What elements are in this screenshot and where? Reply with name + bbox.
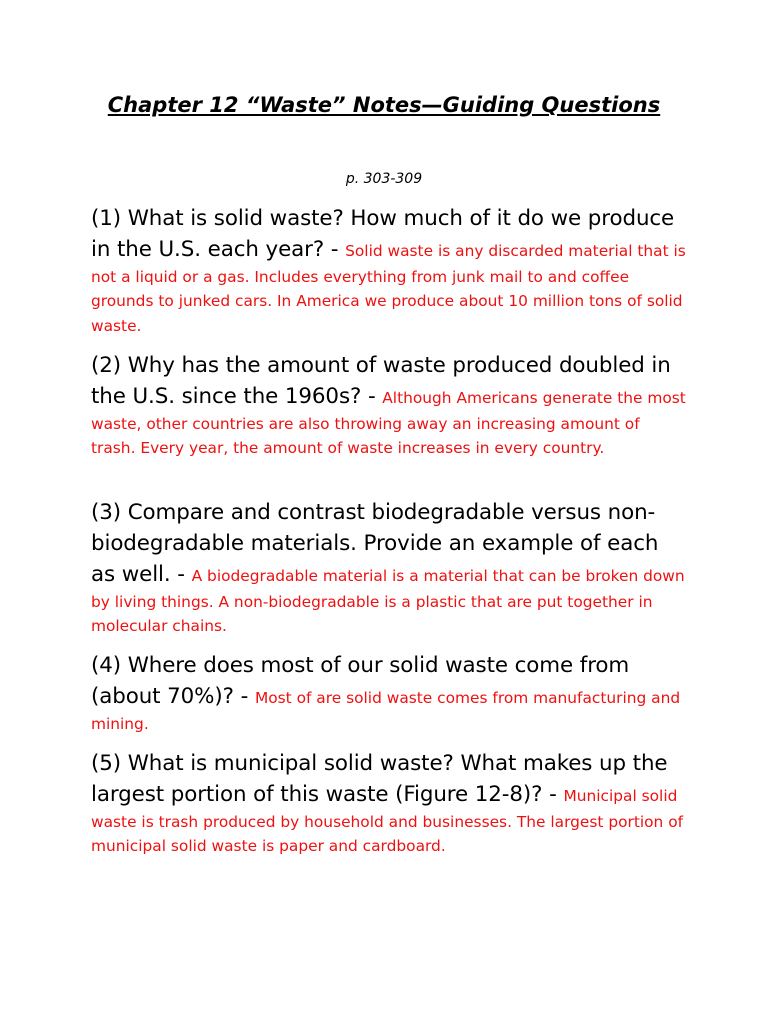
question-item-2	[91, 350, 686, 461]
question-4-text: (4) Where does most of our solid waste come from (about 70%)? -	[91, 653, 630, 709]
question-3-text: (3) Compare and contrast biodegradable versus non-biodegradable materials. Provide an example of each as well. -	[91, 500, 659, 587]
question-1-text: (1) What is solid waste? How much of it do we produce in the U.S. each year? -	[91, 206, 675, 262]
question-item-5	[91, 748, 686, 859]
answer-1-text: Solid waste is any discarded material that is not a liquid or a gas. Includes everything from junk mail to and coffee grounds to junked cars. In America we produce about 10 million tons of solid waste.	[91, 242, 686, 335]
question-5-text: (5) What is municipal solid waste? What makes up the largest portion of this waste (Figure 12-8)? -	[91, 751, 668, 807]
answer-3-text: A biodegradable material is a material that can be broken down by living things. A non-biodegradable is a plastic that are put together in molecular chains.	[91, 567, 685, 636]
answer-5-text: Municipal solid waste is trash produced by household and businesses. The largest portion of municipal solid waste is paper and cardboard.	[91, 787, 684, 856]
question-2-text: (2) Why has the amount of waste produced doubled in the U.S. since the 1960s? -	[91, 353, 671, 409]
page-reference: p. 303-309	[345, 171, 423, 187]
question-item-1	[91, 203, 686, 338]
document-title: Chapter 12 “Waste” Notes—Guiding Questions	[107, 93, 661, 117]
question-item-4	[91, 650, 686, 736]
answer-2-text: Although Americans generate the most waste, other countries are also throwing away an increasing amount of trash. Every year, the amount of waste increases in every country.	[91, 389, 686, 458]
question-item-3	[91, 497, 686, 639]
answer-4-text: Most of are solid waste comes from manufacturing and mining.	[91, 689, 681, 733]
